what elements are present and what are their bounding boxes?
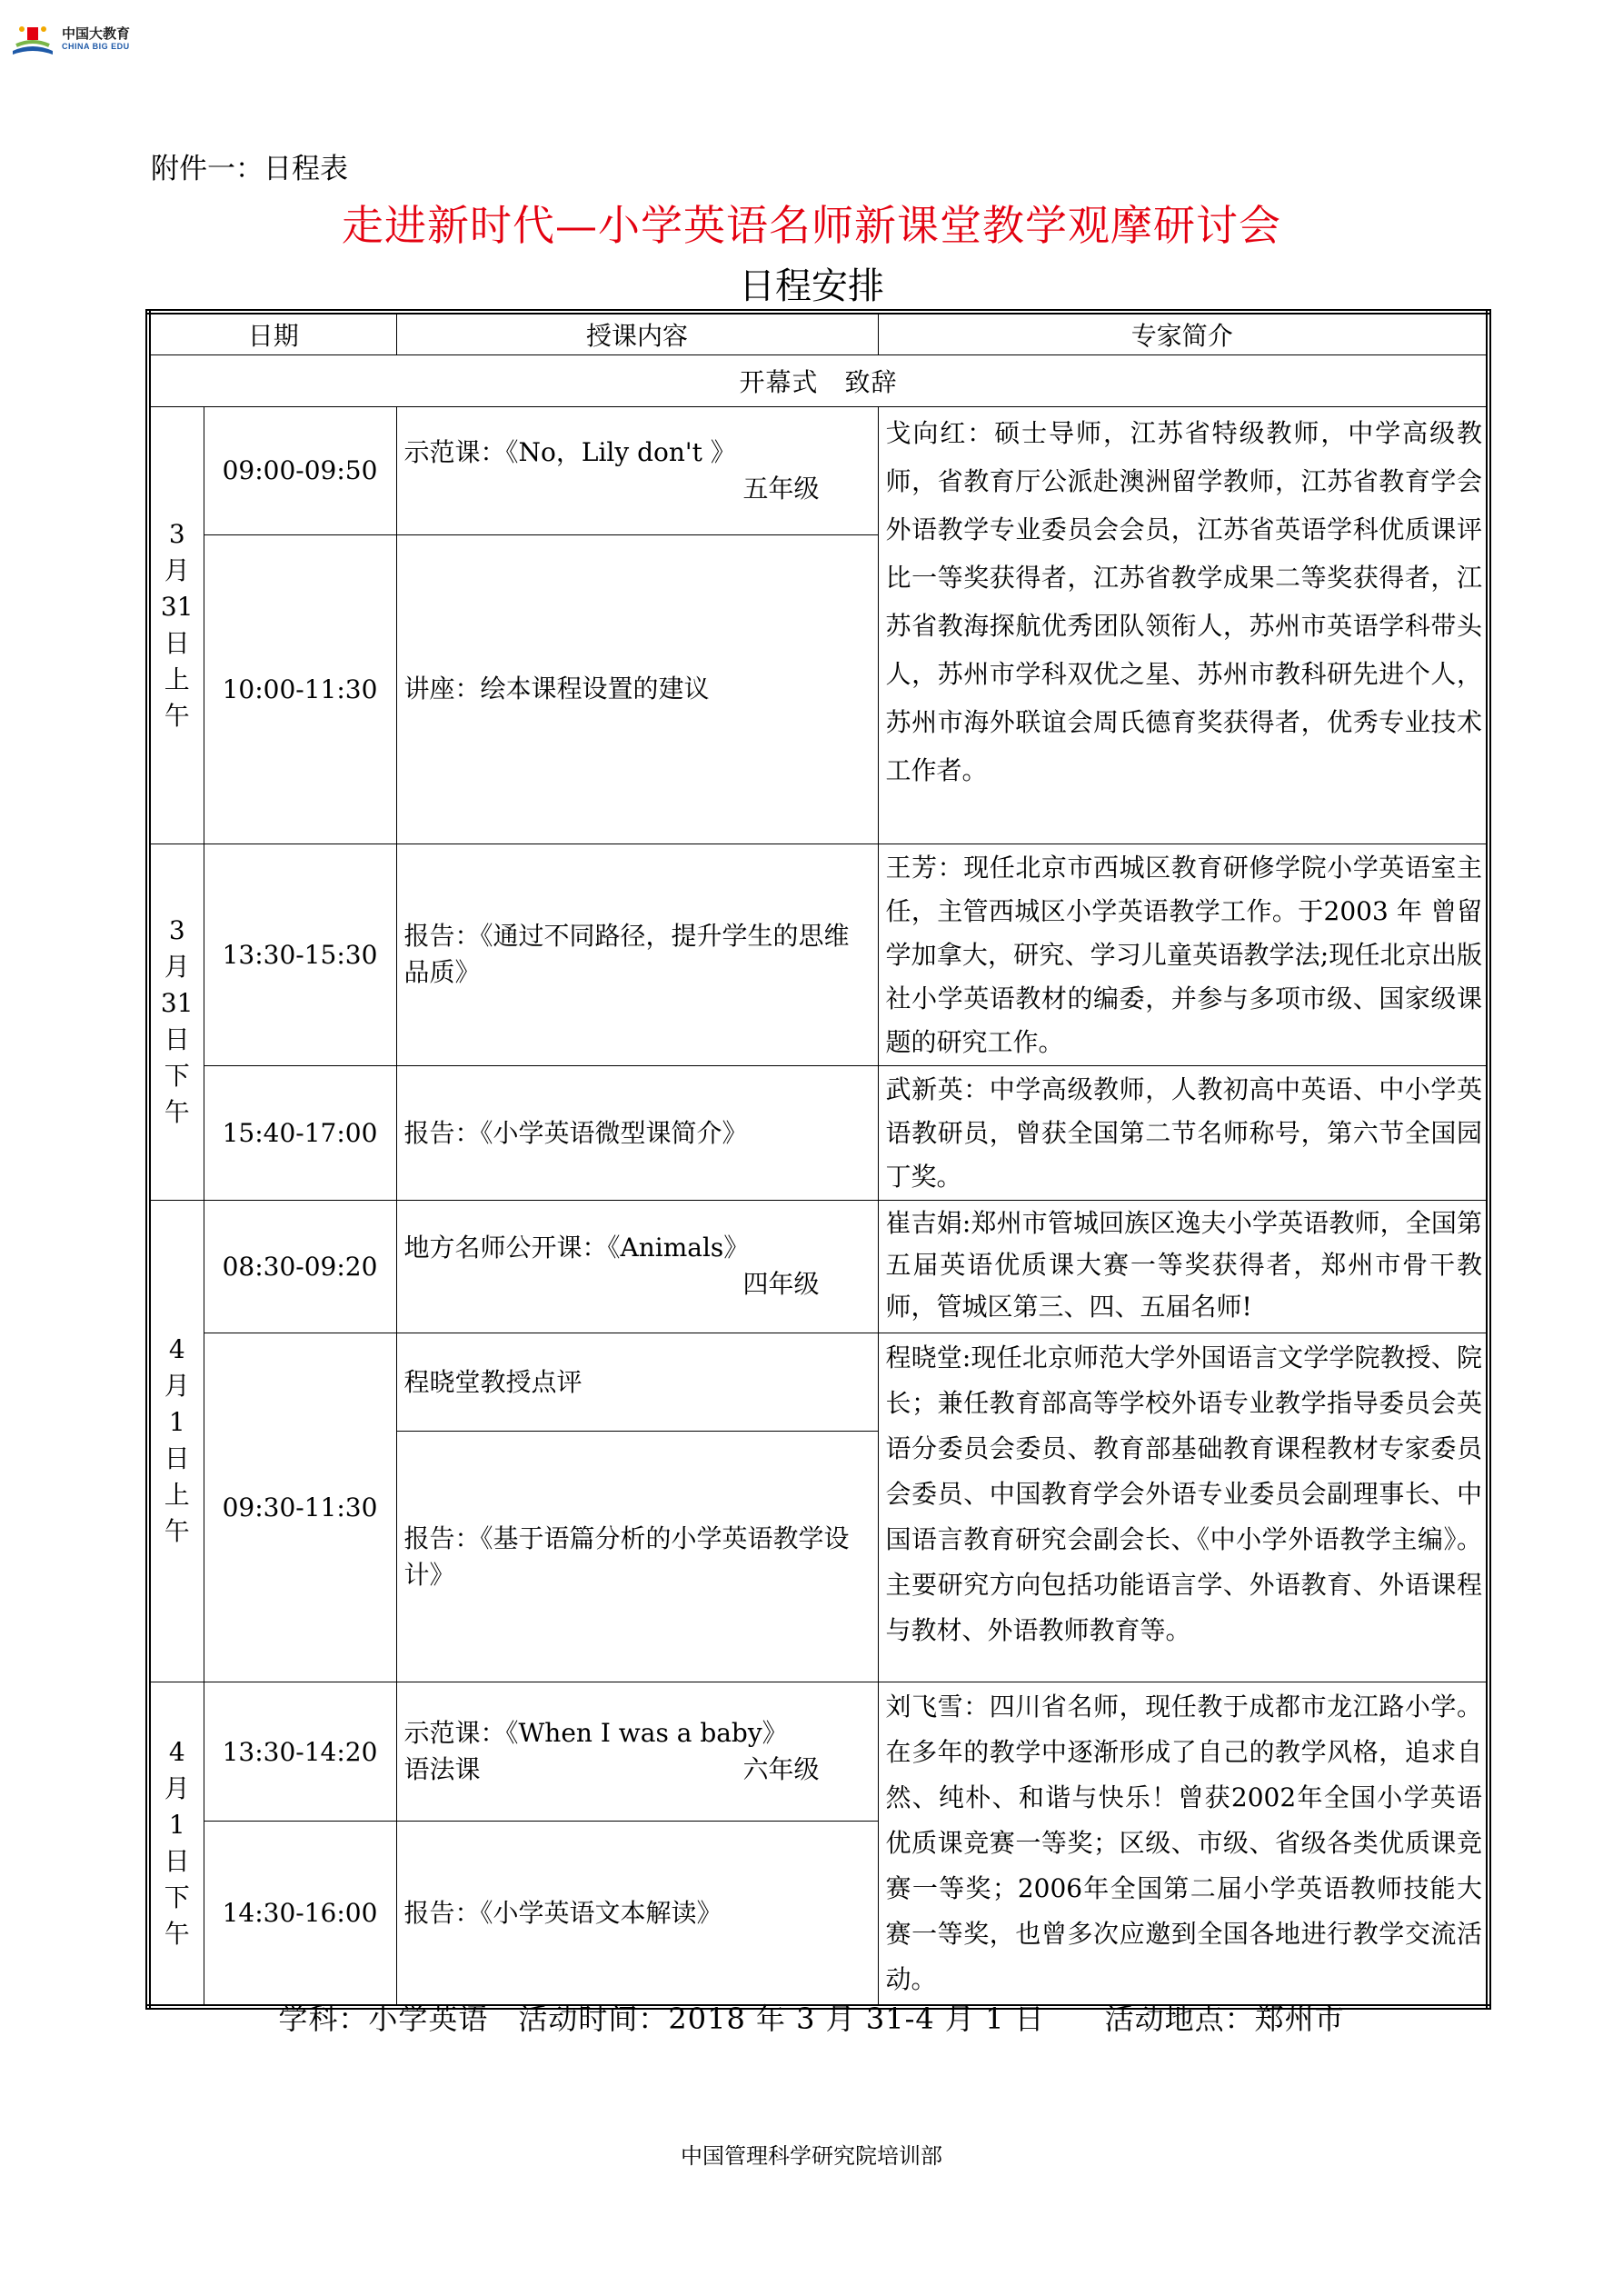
day-cell: 3 月 31 日 上 午 <box>148 407 204 844</box>
schedule-table <box>145 309 1491 2010</box>
table-header-row <box>148 312 1489 354</box>
time-cell: 09:30-11:30 <box>204 1333 396 1682</box>
grade-label: 六年级 <box>742 1754 820 1785</box>
time-cell: 09:00-09:50 <box>204 407 396 535</box>
time-cell: 15:40-17:00 <box>204 1066 396 1201</box>
page-subtitle: 日程安排 <box>739 265 884 307</box>
logo <box>9 11 130 65</box>
day-cell: 4 月 1 日 下 午 <box>148 1682 204 2007</box>
time-cell: 08:30-09:20 <box>204 1200 396 1333</box>
header-date: 日期 <box>148 312 396 354</box>
opening-ceremony: 开幕式 致辞 <box>148 354 1489 406</box>
day-cell: 3 月 31 日 下 午 <box>148 844 204 1200</box>
logo-name-cn: 中国大教育 <box>62 25 131 42</box>
expert-cell: 王芳：现任北京市西城区教育研修学院小学英语室主任，主管西城区小学英语教学工作。于2003 年 曾留学加拿大，研究、学习儿童英语教学法;现任北京出版社小学英语教材的编委，并参与多项市级、国家级课题的研究工作。 <box>878 844 1489 1065</box>
content-cell: 报告：《小学英语文本解读》 <box>396 1822 878 2007</box>
time-cell: 13:30-15:30 <box>204 844 396 1065</box>
table-row <box>148 407 1489 535</box>
annex-label: 附件一：日程表 <box>151 153 348 185</box>
page-title: 走进新时代—小学英语名师新课堂教学观摩研讨会 <box>342 201 1281 250</box>
content-cell: 地方名师公开课：《Animals》 四年级 <box>396 1200 878 1333</box>
table-row <box>148 1066 1489 1201</box>
expert-cell: 戈向红：硕士导师，江苏省特级教师，中学高级教师，省教育厅公派赴澳洲留学教师，江苏省教育学会外语教学专业委员会会员，江苏省英语学科优质课评比一等奖获得者，江苏省教学成果二等奖获得者，江苏省教海探航优秀团队领衔人，苏州市英语学科带头人，苏州市学科双优之星、苏州市教科研先进个人，苏州市海外联谊会周氏德育奖获得者，优秀专业技术工作者。 <box>878 407 1489 844</box>
table-row <box>148 354 1489 406</box>
content-cell: 报告：《基于语篇分析的小学英语教学设计》 <box>396 1432 878 1682</box>
table-row <box>148 1200 1489 1333</box>
grade-label: 四年级 <box>742 1269 820 1300</box>
table-row <box>148 844 1489 1065</box>
table-row <box>148 1682 1489 1822</box>
content-cell: 示范课：《No，Lily don't 》 五年级 <box>396 407 878 535</box>
content-cell: 示范课：《When I was a baby》 语法课 六年级 <box>396 1682 878 1822</box>
event-info: 学科：小学英语 活动时间：2018 年 3 月 31-4 月 1 日 活动地点：郑州市 <box>278 2002 1345 2036</box>
expert-cell: 崔吉娟:郑州市管城回族区逸夫小学英语教师，全国第五届英语优质课大赛一等奖获得者，郑州市骨干教师，管城区第三、四、五届名师! <box>878 1200 1489 1333</box>
content-cell: 报告：《通过不同路径，提升学生的思维品质》 <box>396 844 878 1065</box>
time-cell: 14:30-16:00 <box>204 1822 396 2007</box>
content-cell: 报告：《小学英语微型课简介》 <box>396 1066 878 1201</box>
content-cell: 讲座：绘本课程设置的建议 <box>396 534 878 844</box>
organizer: 中国管理科学研究院培训部 <box>681 2143 942 2169</box>
table-row <box>148 1333 1489 1432</box>
day-cell: 4 月 1 日 上 午 <box>148 1200 204 1682</box>
expert-cell: 程晓堂:现任北京师范大学外国语言文学学院教授、院长；兼任教育部高等学校外语专业教学指导委员会英语分委员会委员、教育部基础教育课程教材专家委员会委员、中国教育学会外语专业委员会副理事长、中国语言教育研究会副会长、《中小学外语教学主编》。主要研究方向包括功能语言学、外语教育、外语课程与教材、外语教师教育等。 <box>878 1333 1489 1682</box>
time-cell: 13:30-14:20 <box>204 1682 396 1822</box>
logo-icon <box>9 20 56 56</box>
expert-cell: 刘飞雪：四川省名师，现任教于成都市龙江路小学。在多年的教学中逐渐形成了自己的教学风格，追求自然、纯朴、和谐与快乐！曾获2002年全国小学英语优质课竞赛一等奖；区级、市级、省级各类优质课竞赛一等奖；2006年全国第二届小学英语教师技能大赛一等奖，也曾多次应邀到全国各地进行教学交流活动。 <box>878 1682 1489 2007</box>
grade-label: 五年级 <box>742 473 820 504</box>
logo-name-en: CHINA BIG EDU <box>62 42 130 51</box>
time-cell: 10:00-11:30 <box>204 534 396 844</box>
header-expert: 专家简介 <box>878 312 1489 354</box>
content-cell: 程晓堂教授点评 <box>396 1333 878 1432</box>
expert-cell: 武新英：中学高级教师，人教初高中英语、中小学英语教研员，曾获全国第二节名师称号，第六节全国园丁奖。 <box>878 1066 1489 1201</box>
header-content: 授课内容 <box>396 312 878 354</box>
lesson-type: 语法课 <box>403 1754 481 1785</box>
